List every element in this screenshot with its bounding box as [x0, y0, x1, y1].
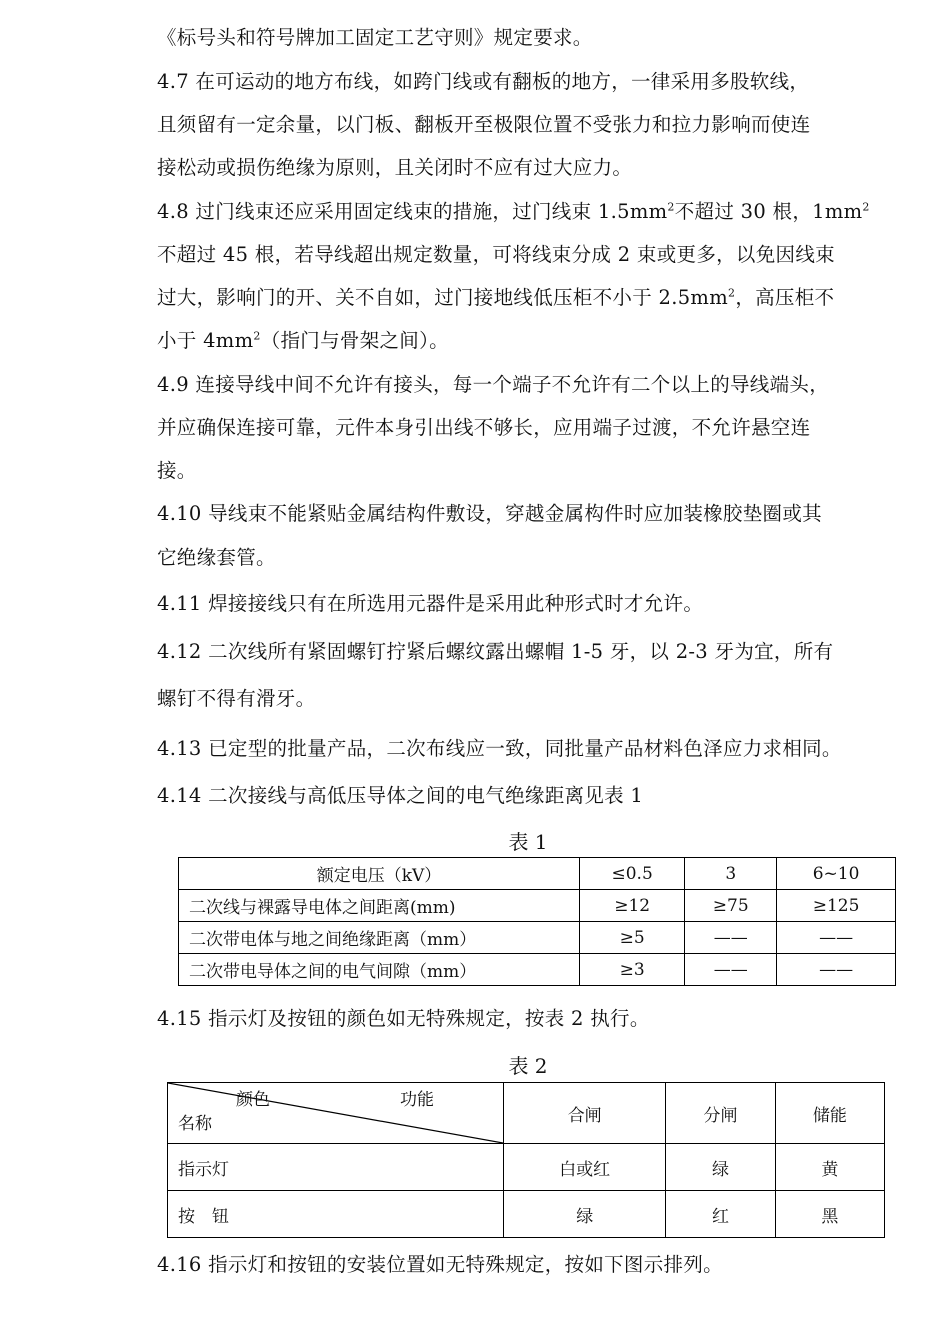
paragraph-line: 接松动或损伤绝缘为原则，且关闭时不应有过大应力。	[157, 156, 633, 179]
table2-header-row	[168, 1083, 885, 1144]
table-header-cell: 3	[685, 858, 777, 890]
paragraph-4-11: 4.11 焊接接线只有在所选用元器件是采用此种形式时才允许。	[157, 592, 704, 615]
paragraph-4-10: 4.10 导线束不能紧贴金属结构件敷设，穿越金属构件时应加装橡胶垫圈或其	[157, 502, 822, 525]
table-cell: ≥125	[777, 890, 896, 922]
table-cell: ——	[777, 922, 896, 954]
corner-label-name: 名称	[178, 1114, 212, 1134]
paragraph-line: 螺钉不得有滑牙。	[157, 687, 316, 710]
paragraph-4-14: 4.14 二次接线与高低压导体之间的电气绝缘距离见表 1	[157, 784, 644, 807]
table-row	[168, 1191, 885, 1238]
table-cell: 二次带电导体之间的电气间隙（mm）	[179, 954, 580, 986]
table-cell: ≥3	[580, 954, 685, 986]
table-cell: 黑	[775, 1191, 884, 1238]
table-row	[179, 890, 896, 922]
table-row	[179, 922, 896, 954]
paragraph-line: 过大，影响门的开、关不自如，过门接地线低压柜不小于 $2.5mm^2$，高压柜不	[157, 286, 835, 309]
paragraph-line: 《标号头和符号牌加工固定工艺守则》规定要求。	[157, 26, 593, 49]
paragraph-4-8: 4.8 过门线束还应采用固定线束的措施，过门线束 $1.5mm^2$不超过 30 根，$1mm^2$	[157, 200, 870, 223]
diagonal-header-cell	[168, 1083, 504, 1144]
paragraph-line: 不超过 45 根，若导线超出规定数量，可将线束分成 2 束或更多，以免因线束	[157, 243, 835, 266]
table1-caption: 表 1	[508, 830, 548, 854]
paragraph-line: 小于 $4mm^2$（指门与骨架之间）。	[157, 329, 449, 352]
table-cell: 绿	[666, 1144, 775, 1191]
table-row	[179, 954, 896, 986]
table-header-cell: ≤0.5	[580, 858, 685, 890]
table1	[178, 857, 896, 986]
table2-caption: 表 2	[508, 1054, 548, 1078]
paragraph-4-9: 4.9 连接导线中间不允许有接头，每一个端子不允许有二个以上的导线端头，	[157, 373, 830, 396]
table-header-cell: 合闸	[504, 1083, 666, 1144]
paragraph-4-12: 4.12 二次线所有紧固螺钉拧紧后螺纹露出螺帽 1-5 牙，以 2-3 牙为宜，所有	[157, 640, 834, 663]
diagonal-line	[168, 1083, 503, 1143]
corner-label-function: 功能	[400, 1090, 434, 1110]
paragraph-4-7: 4.7 在可运动的地方布线，如跨门线或有翻板的地方，一律采用多股软线，	[157, 70, 810, 93]
table-cell: ≥5	[580, 922, 685, 954]
table-cell: 白或红	[504, 1144, 666, 1191]
paragraph-4-15: 4.15 指示灯及按钮的颜色如无特殊规定，按表 2 执行。	[157, 1007, 650, 1030]
table-cell: ——	[685, 922, 777, 954]
paragraph-line: 它绝缘套管。	[157, 546, 276, 569]
table-cell: ——	[777, 954, 896, 986]
table-cell: 绿	[504, 1191, 666, 1238]
table-header-cell: 6~10	[777, 858, 896, 890]
table-header-cell: 储能	[775, 1083, 884, 1144]
paragraph-4-13: 4.13 已定型的批量产品，二次布线应一致，同批量产品材料色泽应力求相同。	[157, 737, 842, 760]
table-cell: ≥12	[580, 890, 685, 922]
table-cell: 二次线与裸露导电体之间距离(mm)	[179, 890, 580, 922]
table2	[167, 1082, 885, 1238]
table-cell: 按 钮	[168, 1191, 504, 1238]
table-header-cell: 分闸	[666, 1083, 775, 1144]
table-cell: ≥75	[685, 890, 777, 922]
table-cell: 红	[666, 1191, 775, 1238]
table-cell: 二次带电体与地之间绝缘距离（mm）	[179, 922, 580, 954]
paragraph-4-16: 4.16 指示灯和按钮的安装位置如无特殊规定，按如下图示排列。	[157, 1253, 723, 1276]
table1-header-row	[179, 858, 896, 890]
corner-label-color: 颜色	[236, 1090, 270, 1110]
table-row	[168, 1144, 885, 1191]
paragraph-line: 接。	[157, 459, 197, 482]
table-cell: 黄	[775, 1144, 884, 1191]
table-cell: 指示灯	[168, 1144, 504, 1191]
table-header-cell: 额定电压（kV）	[179, 858, 580, 890]
table-cell: ——	[685, 954, 777, 986]
paragraph-line: 且须留有一定余量，以门板、翻板开至极限位置不受张力和拉力影响而使连	[157, 113, 811, 136]
paragraph-line: 并应确保连接可靠，元件本身引出线不够长，应用端子过渡，不允许悬空连	[157, 416, 811, 439]
